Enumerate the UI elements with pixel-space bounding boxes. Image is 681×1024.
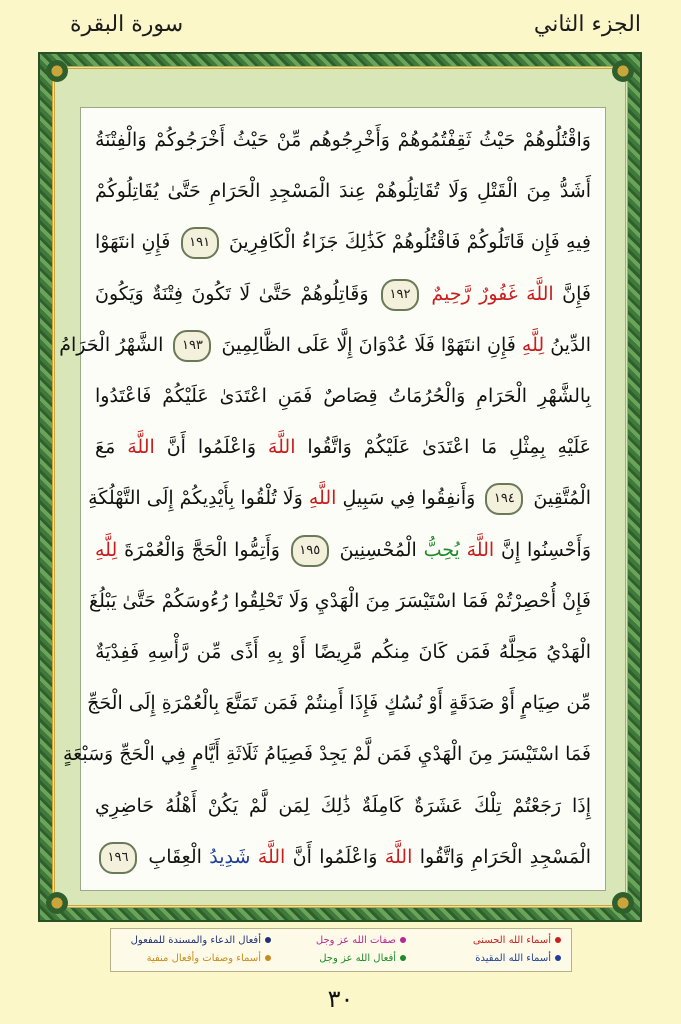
- verse-line: [95, 423, 591, 471]
- highlighted-word: اللَّهَ: [267, 436, 296, 459]
- verse-text: مِّن صِيَامٍ أَوْ صَدَقَةٍ أَوْ نُسُكٍ فَإِذَا أَمِنتُمْ فَمَن تَمَتَّعَ بِالْعُمْرَةِ إِلَى الْحَجِّ: [87, 692, 591, 715]
- verse-text: وَأَنفِقُوا فِي سَبِيلِ: [342, 487, 476, 510]
- verse-line: [63, 730, 591, 778]
- verse-text: الْعِقَابِ: [148, 845, 202, 868]
- ayah-number-marker: ١٩١: [181, 227, 219, 259]
- verse-text: أَشَدُّ مِنَ الْقَتْلِ وَلَا تُقَاتِلُوهُمْ عِندَ الْمَسْجِدِ الْحَرَامِ حَتَّىٰ يُقَاتِلُوكُمْ: [95, 180, 591, 203]
- legend-label: أسماء وصفات وأفعال منفية: [146, 953, 261, 964]
- legend-dot-icon: [555, 937, 561, 943]
- verse-text: الْهَدْيُ مَحِلَّهُ فَمَن كَانَ مِنكُم مَّرِيضًا أَوْ بِهِ أَذًى مِّن رَّأْسِهِ فَفِدْيَةٌ: [95, 641, 591, 663]
- ayah-number-marker: ١٩٣: [173, 330, 211, 362]
- verse-text: فَإِنِ انتَهَوْا: [95, 231, 171, 254]
- legend-item: [131, 934, 271, 948]
- verse-text: إِذَا رَجَعْتُمْ تِلْكَ عَشَرَةٌ كَامِلَةٌ ذَٰلِكَ لِمَن لَّمْ يَكُنْ أَهْلُهُ حَاضِرِي: [95, 794, 591, 817]
- legend-dot-icon: [400, 937, 406, 943]
- verse-text: فَإِنِ انتَهَوْا فَلَا عُدْوَانَ إِلَّا عَلَى الظَّالِمِينَ: [221, 333, 516, 356]
- page-header: [0, 0, 681, 50]
- verse-line: [95, 218, 591, 266]
- verse-text: الْمُتَّقِينَ: [533, 487, 591, 510]
- highlighted-word: لِلَّهِ: [521, 333, 545, 356]
- legend-item: [475, 952, 561, 966]
- highlighted-word: اللَّهَ: [384, 845, 413, 868]
- verse-line: [88, 577, 591, 625]
- ayah-number-marker: ١٩٦: [99, 842, 137, 874]
- page-number: ٣٠: [327, 985, 354, 1013]
- legend-item: [147, 952, 271, 966]
- highlighted-word: اللَّهَ غَفُورٌ رَّحِيمٌ: [431, 282, 554, 305]
- verse-line: [95, 782, 591, 830]
- verse-line: [95, 526, 591, 574]
- verse-text: وَقَاتِلُوهُمْ حَتَّىٰ لَا تَكُونَ فِتْنَةٌ وَيَكُونَ: [95, 282, 369, 305]
- corner-ornament-icon: [612, 60, 634, 82]
- legend-label: أفعال الله عز وجل: [319, 953, 396, 964]
- quran-text-panel: [59, 107, 606, 891]
- highlighted-word: اللَّهَ: [466, 538, 495, 561]
- highlighted-word: اللَّهَ: [257, 845, 286, 868]
- legend-item: [316, 934, 406, 948]
- verse-text: وَاقْتُلُوهُمْ حَيْثُ ثَقِفْتُمُوهُمْ وَأَخْرِجُوهُم مِّنْ حَيْثُ أَخْرَجُوكُمْ وَالْفِتْنَةُ: [95, 129, 591, 151]
- verse-text: فَإِنْ أُحْصِرْتُمْ فَمَا اسْتَيْسَرَ مِنَ الْهَدْيِ وَلَا تَحْلِقُوا رُءُوسَكُمْ حَتَّىٰ يَبْلُغَ: [88, 589, 591, 612]
- verse-text: الْمَسْجِدِ الْحَرَامِ وَاتَّقُوا: [419, 845, 591, 868]
- legend-label: أسماء الله المقيدة: [475, 953, 551, 964]
- verse-text: عَلَيْهِ بِمِثْلِ مَا اعْتَدَىٰ عَلَيْكُمْ وَاتَّقُوا: [307, 436, 592, 459]
- verse-text: فَإِنَّ: [562, 282, 591, 305]
- legend-label: صفات الله عز وجل: [315, 935, 396, 946]
- verse-text: وَأَحْسِنُوا إِنَّ: [500, 538, 591, 561]
- verse-text: فِيهِ فَإِن قَاتَلُوكُمْ فَاقْتُلُوهُمْ كَذَٰلِكَ جَزَاءُ الْكَافِرِينَ: [228, 231, 592, 254]
- verse-line: [95, 372, 591, 420]
- verse-line: [87, 679, 591, 727]
- highlighted-word: اللَّهَ: [127, 436, 155, 459]
- verse-text: بِالشَّهْرِ الْحَرَامِ وَالْحُرُمَاتُ قِصَاصٌ فَمَنِ اعْتَدَىٰ عَلَيْكُمْ فَاعْتَدُوا: [95, 385, 591, 407]
- highlighted-word: اللَّهِ: [308, 487, 337, 510]
- highlighted-word: شَدِيدُ: [209, 845, 251, 868]
- verse-line: [95, 833, 591, 881]
- legend-dot-icon: [400, 955, 406, 961]
- ornamental-frame: [38, 52, 642, 922]
- ayah-number-marker: ١٩٤: [485, 483, 523, 515]
- ayah-number-marker: ١٩٢: [381, 279, 419, 311]
- verse-line: [95, 628, 591, 676]
- legend-label: أسماء الله الحسنى: [472, 935, 551, 946]
- juz-title: الجزء الثاني: [533, 12, 641, 37]
- color-legend: [110, 928, 572, 972]
- verse-text: فَمَا اسْتَيْسَرَ مِنَ الْهَدْيِ فَمَن لَّمْ يَجِدْ فَصِيَامُ ثَلَاثَةِ أَيَّامٍ فِي الْحَجِّ وَسَبْعَةٍ: [63, 743, 591, 766]
- verse-text: الْمُحْسِنِينَ: [339, 538, 417, 561]
- verse-text: مَعَ: [95, 436, 116, 459]
- verse-text: وَاعْلَمُوا أَنَّ: [292, 845, 378, 868]
- verse-text: وَاعْلَمُوا أَنَّ: [166, 436, 256, 459]
- legend-dot-icon: [265, 937, 271, 943]
- corner-ornament-icon: [46, 60, 68, 82]
- verse-line: [59, 321, 591, 369]
- legend-item: [319, 952, 406, 966]
- verse-line: [95, 167, 591, 215]
- verse-text: وَأَتِمُّوا الْحَجَّ وَالْعُمْرَةَ: [124, 538, 280, 561]
- highlighted-word: يُحِبُّ: [423, 538, 460, 561]
- surah-title: سورة البقرة: [70, 12, 184, 37]
- verse-line: [88, 474, 591, 522]
- legend-dot-icon: [555, 955, 561, 961]
- ayah-number-marker: ١٩٥: [291, 535, 329, 567]
- legend-dot-icon: [265, 955, 271, 961]
- verse-text: وَلَا تُلْقُوا بِأَيْدِيكُمْ إِلَى التَّهْلُكَةِ: [88, 487, 303, 510]
- verse-text: الشَّهْرُ الْحَرَامُ: [59, 333, 164, 356]
- verse-text: الدِّينُ: [550, 333, 591, 356]
- legend-label: أفعال الدعاء والمسندة للمفعول: [130, 935, 261, 946]
- highlighted-word: لِلَّهِ: [95, 538, 118, 561]
- corner-ornament-icon: [46, 892, 68, 914]
- verse-line: [95, 116, 591, 164]
- verse-line: [95, 270, 591, 318]
- corner-ornament-icon: [612, 892, 634, 914]
- legend-item: [473, 934, 561, 948]
